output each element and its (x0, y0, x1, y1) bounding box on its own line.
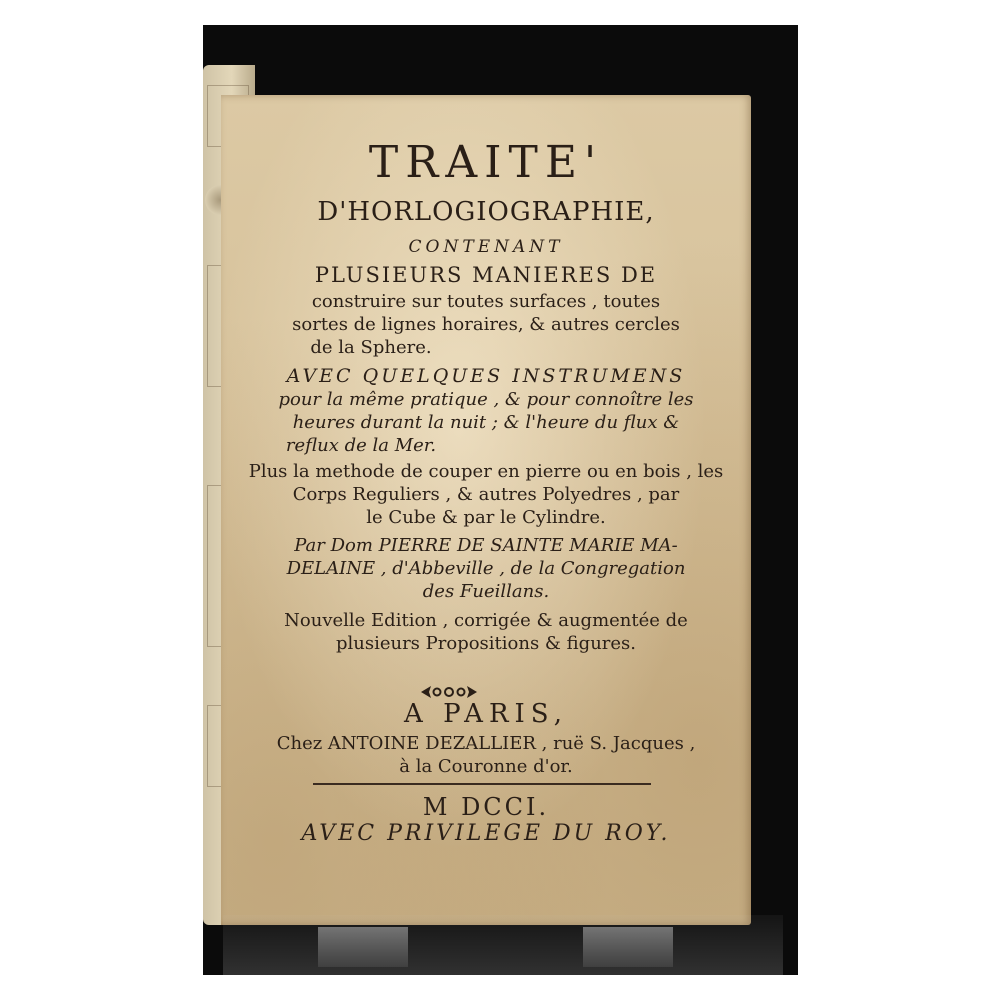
description-line-1: PLUSIEURS MANIERES DE (314, 263, 658, 287)
publisher-line: Chez ANTOINE DEZALLIER , ruë S. Jacques , (276, 733, 696, 754)
description-line-3: sortes de lignes horaires, & autres cercles (292, 314, 680, 335)
author-line-3: des Fueillans. (422, 581, 550, 602)
book-subtitle: D'HORLOGIOGRAPHIE, (317, 197, 655, 227)
royal-privilege: AVEC PRIVILEGE DU ROY. (301, 821, 671, 846)
edition-line-2: plusieurs Propositions & figures. (335, 633, 637, 654)
title-page (221, 95, 751, 925)
photo-scene (203, 25, 798, 975)
instruments-line-1: pour la même pratique , & pour connoître les (278, 389, 694, 410)
method-line-3: le Cube & par le Cylindre. (366, 507, 606, 528)
instruments-heading: AVEC QUELQUES INSTRUMENS (286, 365, 686, 387)
edition-line-1: Nouvelle Edition , corrigée & augmentée de (284, 610, 688, 631)
stand-block (583, 927, 673, 967)
publisher-address: à la Couronne d'or. (399, 756, 573, 777)
method-line-1: Plus la methode de couper en pierre ou en bois , les (248, 461, 724, 482)
instruments-line-2: heures durant la nuit ; & l'heure du flux & (292, 412, 680, 433)
divider-rule (313, 783, 651, 785)
stand-block (318, 927, 408, 967)
author-line-1: Par Dom PIERRE DE SAINTE MARIE MA- (294, 535, 678, 556)
publisher-city: A PARIS, (404, 699, 568, 729)
author-line-2: DELAINE , d'Abbeville , de la Congregation (286, 558, 686, 579)
instruments-line-3: reflux de la Mer. (285, 435, 437, 456)
description-line-2: construire sur toutes surfaces , toutes (311, 291, 661, 312)
publication-year: M DCCI. (422, 793, 550, 821)
contenant-line: CONTENANT (408, 237, 564, 257)
acrylic-stand (223, 915, 783, 975)
description-line-4: de la Sphere. (310, 337, 432, 358)
book-title: TRAITE' (368, 137, 604, 188)
method-line-2: Corps Reguliers , & autres Polyedres , par (292, 484, 680, 505)
